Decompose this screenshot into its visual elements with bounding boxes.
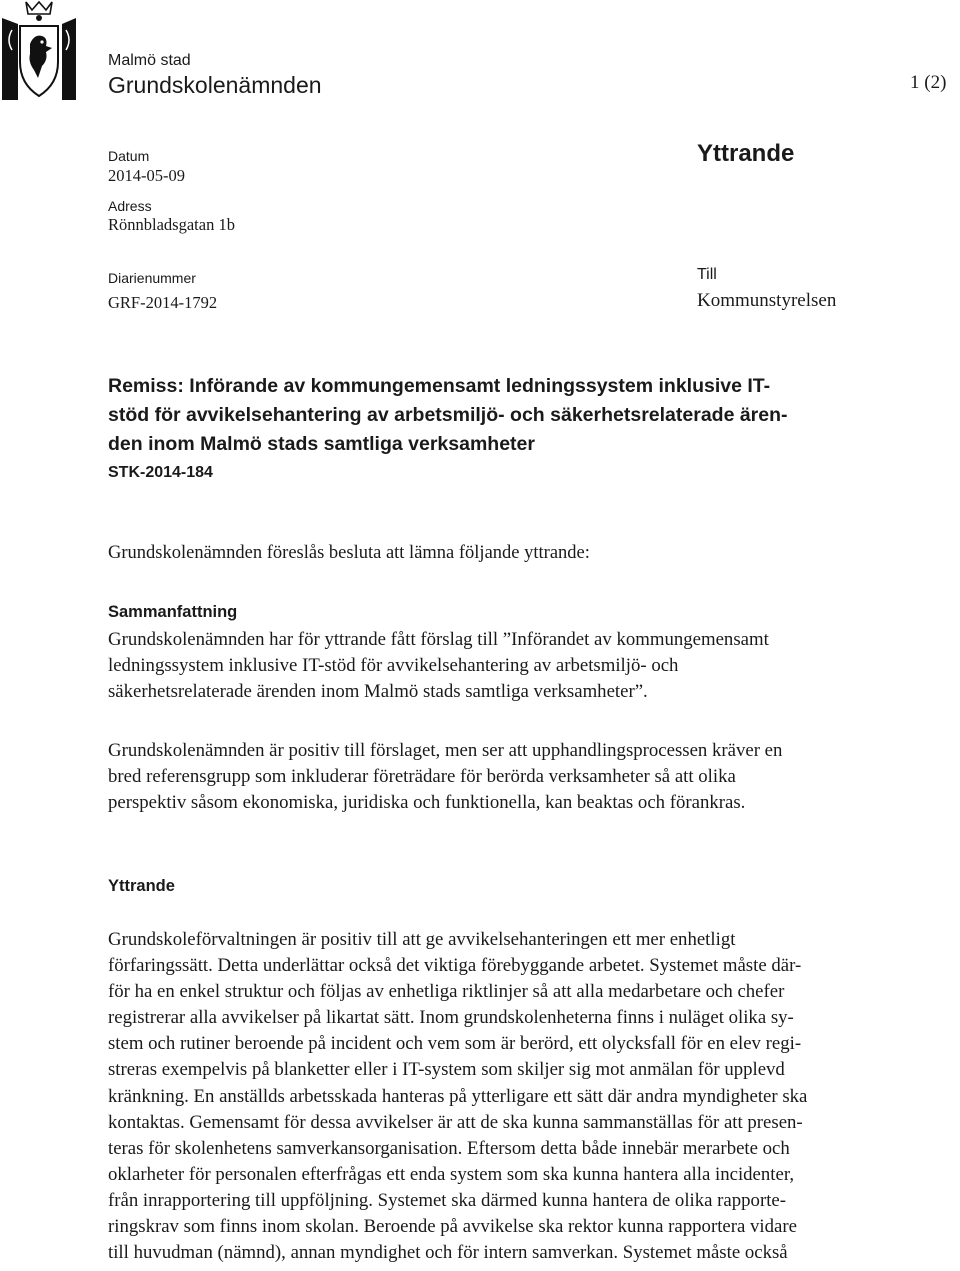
- address-value: Rönnbladsgatan 1b: [108, 215, 235, 234]
- text-line: Grundskolenämnden är positiv till förslaget, men ser att upphandlingsprocessen kräver en: [108, 740, 783, 761]
- summary-paragraph: [108, 738, 960, 816]
- diarienummer-value: GRF-2014-1792: [108, 293, 218, 312]
- text-line: kränkning. En anställds arbetsskada hanteras på ytterligare ett sätt där andra myndigheter ska: [108, 1085, 808, 1107]
- address-label: Adress: [108, 198, 152, 214]
- reference-number: STK-2014-184: [108, 464, 213, 481]
- yttrande-heading: Yttrande: [108, 877, 175, 895]
- subject-line: den inom Malmö stads samtliga verksamheter: [108, 433, 535, 455]
- diarienummer-label: Diarienummer: [108, 270, 196, 286]
- text-line: stem och rutiner beroende på incident och vem som är berörd, ett olycksfall för en elev regi-: [108, 1033, 802, 1055]
- text-line: för ha en enkel struktur och följas av enhetliga riktlinjer så att alla medarbetare och chefer: [108, 981, 785, 1003]
- text-line: Grundskoleförvaltningen är positiv till att ge avvikelsehanteringen ett mer enhetligt: [108, 929, 736, 950]
- date-value: 2014-05-09: [108, 166, 185, 185]
- organization-name: Malmö stad: [108, 52, 191, 69]
- text-line: ledningssystem inklusive IT-stöd för avvikelsehantering av arbetsmiljö- och: [108, 655, 679, 677]
- text-line: oklarheter för personalen efterfrågas ett enda system som ska kunna hantera alla incidenter,: [108, 1163, 795, 1185]
- text-line: Grundskolenämnden har för yttrande fått förslag till ”Införandet av kommungemensamt: [108, 629, 769, 650]
- text-line: teras för skolenhetens samverkansorganisation. Eftersom detta både innebär merarbete och: [108, 1137, 790, 1159]
- subject-line: stöd för avvikelsehantering av arbetsmiljö- och säkerhetsrelaterade ären-: [108, 404, 788, 426]
- text-line: ringskrav som finns inom skolan. Beroende på avvikelse ska rektor kunna rapportera vidare: [108, 1216, 797, 1238]
- recipient-value: Kommunstyrelsen: [697, 290, 837, 311]
- recipient-label: Till: [697, 266, 717, 283]
- text-line: perspektiv såsom ekonomiska, juridiska och funktionella, kan beaktas och förankras.: [108, 792, 746, 814]
- page-number: 1 (2): [910, 72, 947, 93]
- text-line: förfaringssätt. Detta underlättar också det viktiga förebyggande arbetet. Systemet måste där-: [108, 955, 802, 977]
- text-line: registrerar alla avvikelser på likartat sätt. Inom grundskolenheterna finns i nuläget olika sy-: [108, 1007, 794, 1029]
- text-line: kontaktas. Gemensamt för dessa avvikelser är att de ska kunna sammanställas för att presen-: [108, 1111, 803, 1133]
- text-line: till huvudman (nämnd), annan myndighet och för intern samverkan. Systemet måste också: [108, 1242, 788, 1264]
- proposal-text: Grundskolenämnden föreslås besluta att lämna följande yttrande:: [108, 543, 590, 563]
- text-line: bred referensgrupp som inkluderar företrädare för berörda verksamheter så att olika: [108, 766, 736, 788]
- malmo-coat-of-arms-icon: [2, 0, 76, 100]
- yttrande-paragraph: [108, 927, 960, 1266]
- text-line: från inrapportering till uppföljning. Systemet ska därmed kunna hantera de olika rapporte-: [108, 1189, 787, 1211]
- date-label: Datum: [108, 148, 150, 164]
- text-line: säkerhetsrelaterade ärenden inom Malmö stads samtliga verksamheter”.: [108, 681, 648, 703]
- summary-paragraph: [108, 627, 960, 705]
- subject-line: Remiss: Införande av kommungemensamt ledningssystem inklusive IT-: [108, 375, 771, 397]
- committee-title: Grundskolenämnden: [108, 72, 322, 98]
- subject-heading: [108, 372, 960, 459]
- document-type: Yttrande: [697, 140, 795, 167]
- summary-heading: Sammanfattning: [108, 603, 238, 621]
- text-line: streras exempelvis på blanketter eller i IT-system som skiljer sig mot anmälan för upplevd: [108, 1059, 785, 1081]
